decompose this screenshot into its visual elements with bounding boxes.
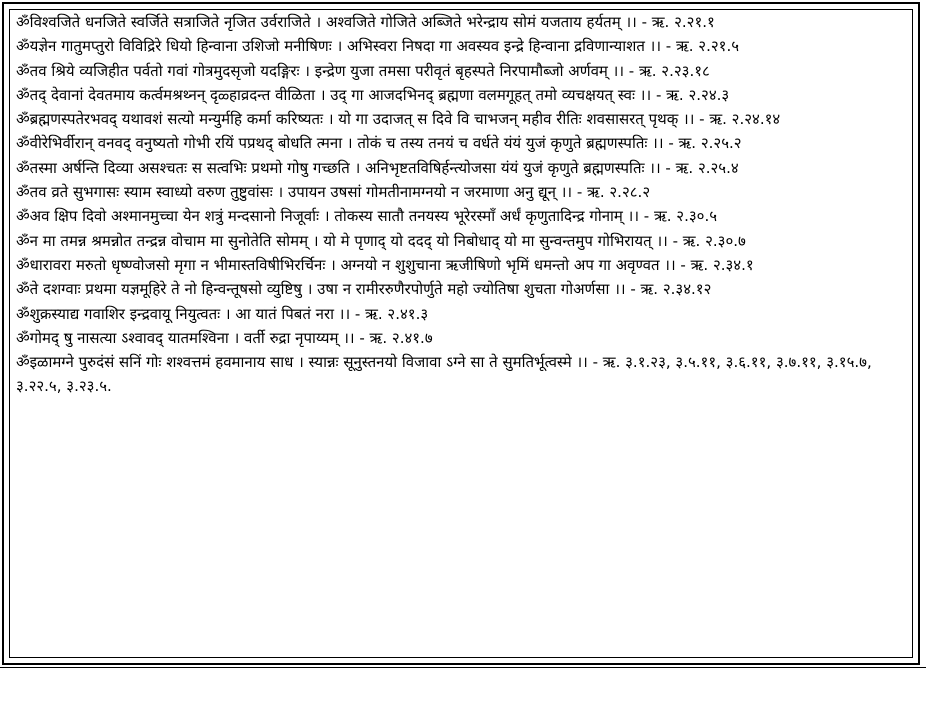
bottom-rule xyxy=(0,667,926,668)
verse-2-23-18: ॐतव श्रिये व्यजिहीत पर्वतो गवां गोत्रमुदसृजो यदङ्गिरः । इन्द्रेण युजा तमसा परीवृतं बृहस्पते निरपामौब्जो अर्णवम् ।। - ऋ. २.२३.१८ xyxy=(16,61,710,80)
verse-2-30-7: ॐन मा तमन्न श्रमन्नोत तन्द्रन्न वोचाम मा सुनोतेति सोमम् । यो मे पृणाद् यो ददद् यो निबोधाद् यो मा सुन्वन्तमुप गोभिरायत् ।। - ऋ. २.३०.७ xyxy=(16,231,746,250)
verse-2-21-1: ॐविश्वजिते धनजिते स्वर्जिते सत्राजिते नृजित उर्वराजिते । अश्वजिते गोजिते अब्जिते भरेन्द्राय सोमं यजताय हर्यतम् ।। - ऋ. २.२१.१ xyxy=(16,13,715,31)
verse-2-24-14: ॐब्रह्मणस्पतेरभवद् यथावशं सत्यो मन्युर्महि कर्मा करिष्यतः । यो गा उदाजत् स दिवे वि चाभजन् महीव रीतिः शवसासरत् पृथक् ।। - ऋ. २.२४.१४ xyxy=(16,110,781,129)
verse-2-25-4: ॐतस्मा अर्षन्ति दिव्या असश्चतः स सत्वभिः प्रथमो गोषु गच्छति । अनिभृष्टतविषिर्हन्त्योजसा यंयं युजं कृणुते ब्रह्मणस्पतिः ।। - ऋ. २.२५.४ xyxy=(16,158,739,177)
verse-2-30-5: ॐअव क्षिप दिवो अश्मानमुच्चा येन शत्रुं मन्दसानो निजूर्वाः । तोकस्य सातौ तनयस्य भूरेरस्माँ अर्धं कृणुतादिन्द्र गोनाम् ।। - ऋ. २.३०.५ xyxy=(16,207,718,226)
verse-2-34-12: ॐते दशग्वाः प्रथमा यज्ञमूहिरे ते नो हिन्वन्तूषसो व्युष्टिषु । उषा न रामीररुणैरपोर्णुते महो ज्योतिषा शुचता गोअर्णसा ।। - ऋ. २.३४.१२ xyxy=(16,280,712,299)
verse-2-21-5: ॐयज्ञेन गातुमप्तुरो विविद्रिरे धियो हिन्वाना उशिजो मनीषिणः । अभिस्वरा निषदा गा अवस्यव इन्द्रे हिन्वाना द्रविणान्याशत ।। - ऋ. २.२१.५ xyxy=(16,37,740,56)
verse-3-1-23: ॐइळामग्ने पुरुदंसं सनिं गोः शश्वत्तमं हवमानाय साध । स्यान्नः सूनुस्तनयो विजावा ऽग्ने सा ते सुमतिर्भूत्वस्मे ।। - ऋ. ३.१.२३, ३.५.११, ३.६.११, ३.७.११, ३.१५.७, ३.२२.५, ३.२३.५. xyxy=(16,353,872,396)
verse-2-41-7: ॐगोमद् षु नासत्या ऽश्वावद् यातमश्विना । वर्ती रुद्रा नृपाय्यम् ।। - ऋ. २.४१.७ xyxy=(16,328,433,347)
verse-list xyxy=(16,10,910,399)
verse-2-24-3: ॐतद् देवानां देवतमाय कर्त्वमश्रथ्नन् दृळ्हाव्रदन्त वीळिता । उद् गा आजदभिनद् ब्रह्मणा वलमगूहत् तमो व्यचक्षयत् स्वः ।। - ऋ. २.२४.३ xyxy=(16,85,730,104)
verse-2-34-1: ॐधारावरा मरुतो धृष्ण्वोजसो मृगा न भीमास्तविषीभिरर्चिनः । अग्नयो न शुशुचाना ऋजीषिणो भृमिं धमन्तो अप गा अवृण्वत ।। - ऋ. २.३४.१ xyxy=(16,255,754,274)
verse-2-41-3: ॐशुक्रस्याद्य गवाशिर इन्द्रवायू नियुत्वतः । आ यातं पिबतं नरा ।। - ऋ. २.४१.३ xyxy=(16,304,429,323)
verse-2-25-2: ॐवीरेभिर्वीरान् वनवद् वनुष्यतो गोभी रयिं पप्रथद् बोधति त्मना । तोकं च तस्य तनयं च वर्धते यंयं युजं कृणुते ब्रह्मणस्पतिः ।। - ऋ. २.२५.२ xyxy=(16,134,742,153)
verse-2-28-2: ॐतव व्रते सुभगासः स्याम स्वाध्यो वरुण तुष्टुवांसः । उपायन उषसां गोमतीनामग्नयो न जरमाणा अनु द्यून् ।। - ऋ. २.२८.२ xyxy=(16,183,651,202)
